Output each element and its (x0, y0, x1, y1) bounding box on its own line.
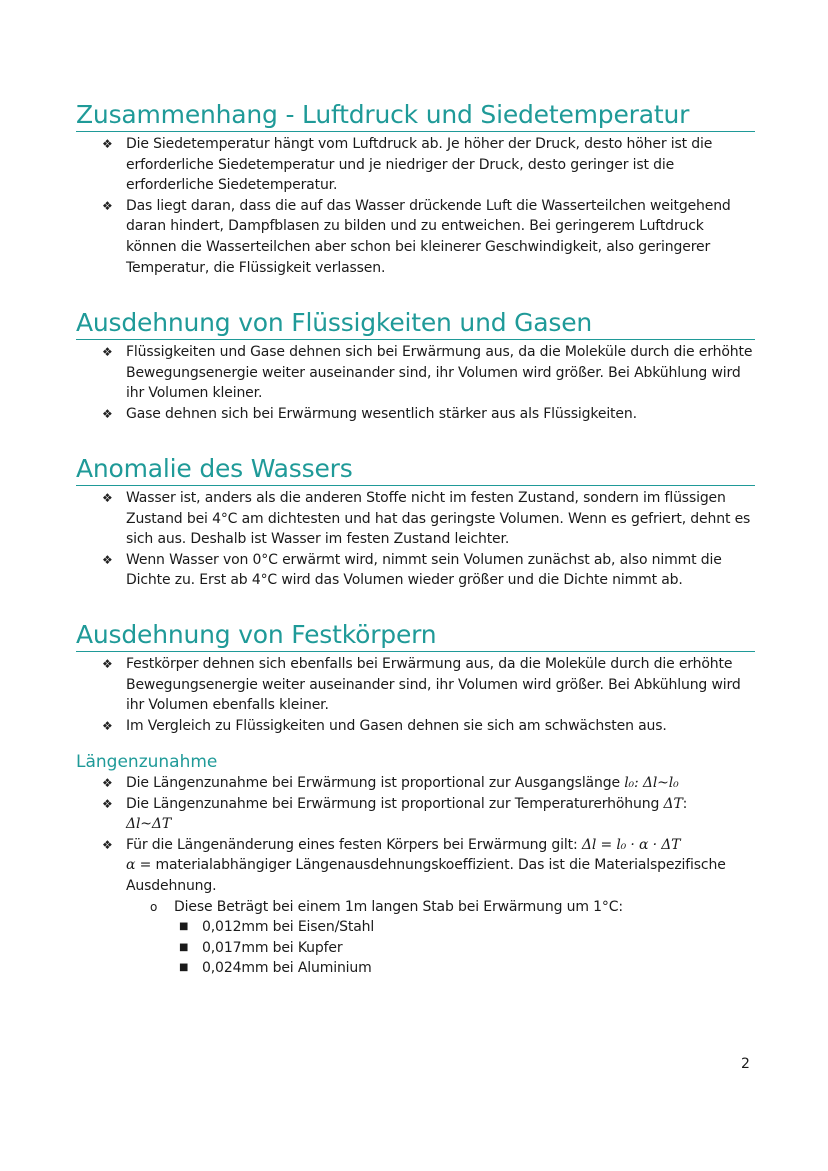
list-item (102, 654, 755, 716)
diamond-bullet-icon: ❖ (102, 406, 113, 421)
section-festkoerper (76, 620, 755, 736)
list-item-text: Flüssigkeiten und Gase dehnen sich bei Erwärmung aus, da die Moleküle durch die erhöhte Bewegungsenergie weiter auseinander sind, ihr Volumen wird größer. Bei Abkühlung wird ihr Volumen kleiner. (126, 344, 753, 402)
list-item (102, 488, 755, 550)
formula: Δl = l₀ · α · ΔT (581, 836, 681, 853)
formula: l₀: Δl~l₀ (624, 775, 679, 791)
formula: ΔT (663, 795, 683, 812)
list-item-text: 0,024mm bei Aluminium (202, 960, 372, 977)
diamond-bullet-icon: ❖ (102, 345, 113, 359)
list-item (102, 196, 755, 278)
list-item (102, 716, 755, 737)
section-fluessigkeiten-gase (76, 308, 755, 424)
list-item-text: Die Längenzunahme bei Erwärmung ist proportional zur Temperaturerhöhung (126, 795, 664, 812)
list-item-text: Festkörper dehnen sich ebenfalls bei Erwärmung aus, da die Moleküle durch die erhöhte Bewegungsenergie weiter auseinander sind, ihr Volumen wird größer. Bei Abkühlung wird ihr Volumen ebenfalls kleiner. (126, 656, 741, 714)
section-heading: Anomalie des Wassers (76, 454, 755, 486)
diamond-bullet-icon: ❖ (102, 198, 113, 213)
list-item (179, 958, 755, 979)
diamond-bullet-icon: ❖ (102, 796, 113, 811)
square-bullet-icon: ■ (179, 921, 189, 933)
diamond-bullet-icon: ❖ (102, 552, 113, 567)
list-item-text: Die Längenzunahme bei Erwärmung ist proportional zur Ausgangslänge (126, 775, 625, 791)
bullet-list (76, 134, 755, 278)
section-anomalie-wasser (76, 454, 755, 591)
section-luftdruck (76, 100, 755, 278)
formula: α (126, 857, 136, 874)
list-item (179, 938, 755, 959)
diamond-bullet-icon: ❖ (102, 657, 113, 671)
section-heading: Zusammenhang - Luftdruck und Siedetemperatur (76, 100, 755, 132)
list-item (102, 835, 755, 979)
section-heading: Ausdehnung von Flüssigkeiten und Gasen (76, 308, 755, 340)
list-item-text: Das liegt daran, dass die auf das Wasser drückende Luft die Wasserteilchen weitgehend daran hindert, Dampfblasen zu bilden und zu entweichen. Bei geringerem Luftdruck können die Wasserteilchen aber schon bei kleinerer Geschwindigkeit, also geringerer Temperatur, die Flüssigkeit verlassen. (126, 197, 731, 276)
section-heading: Ausdehnung von Festkörpern (76, 620, 755, 652)
list-item (102, 773, 755, 794)
diamond-bullet-icon: ❖ (102, 776, 113, 790)
list-item (150, 897, 755, 979)
list-item (102, 404, 755, 425)
sub-list (126, 897, 755, 979)
list-item (102, 550, 755, 591)
list-item-text: 0,017mm bei Kupfer (202, 939, 343, 956)
diamond-bullet-icon: ❖ (102, 491, 113, 505)
list-item-text: Im Vergleich zu Flüssigkeiten und Gasen dehnen sie sich am schwächsten aus. (126, 717, 667, 734)
bullet-list (76, 342, 755, 424)
list-item-text: = materialabhängiger Längenausdehnungskoeffizient. Das ist die Materialspezifische Ausdehnung. (126, 857, 726, 894)
square-bullet-icon: ■ (179, 962, 189, 974)
bullet-list (76, 773, 755, 979)
subsection-heading: Längenzunahme (76, 752, 218, 772)
punctuation: : (682, 795, 688, 812)
list-item-text: Für die Längenänderung eines festen Körpers bei Erwärmung gilt: (126, 836, 582, 853)
formula: Δl~ΔT (126, 816, 172, 833)
page-number: 2 (741, 1056, 750, 1072)
circle-bullet-icon: o (150, 899, 158, 914)
list-item (179, 917, 755, 938)
list-item (102, 794, 755, 835)
diamond-bullet-icon: ❖ (102, 718, 113, 733)
bullet-list (76, 654, 755, 736)
list-item-text: Diese Beträgt bei einem 1m langen Stab bei Erwärmung um 1°C: (174, 898, 623, 915)
list-item-text: Die Siedetemperatur hängt vom Luftdruck ab. Je höher der Druck, desto höher ist die erforderliche Siedetemperatur und je niedriger der Druck, desto geringer ist die erforderliche Siedetemperatur. (126, 136, 713, 194)
list-item-text: Wenn Wasser von 0°C erwärmt wird, nimmt sein Volumen zunächst ab, also nimmt die Dichte zu. Erst ab 4°C wird das Volumen wieder größer und die Dichte nimmt ab. (126, 551, 722, 589)
square-bullet-icon: ■ (179, 941, 189, 953)
value-list (174, 917, 755, 979)
list-item-text: 0,012mm bei Eisen/Stahl (202, 919, 375, 936)
list-item-text: Gase dehnen sich bei Erwärmung wesentlich stärker aus als Flüssigkeiten. (126, 405, 637, 422)
subsection-laengenzunahme (76, 752, 755, 979)
diamond-bullet-icon: ❖ (102, 137, 113, 151)
list-item (102, 134, 755, 196)
diamond-bullet-icon: ❖ (102, 837, 113, 852)
bullet-list (76, 488, 755, 591)
list-item-text: Wasser ist, anders als die anderen Stoffe nicht im festen Zustand, sondern im flüssigen Zustand bei 4°C am dichtesten und hat das geringste Volumen. Wenn es gefriert, dehnt es sich aus. Deshalb ist Wasser im festen Zustand leichter. (126, 490, 751, 548)
list-item (102, 342, 755, 404)
